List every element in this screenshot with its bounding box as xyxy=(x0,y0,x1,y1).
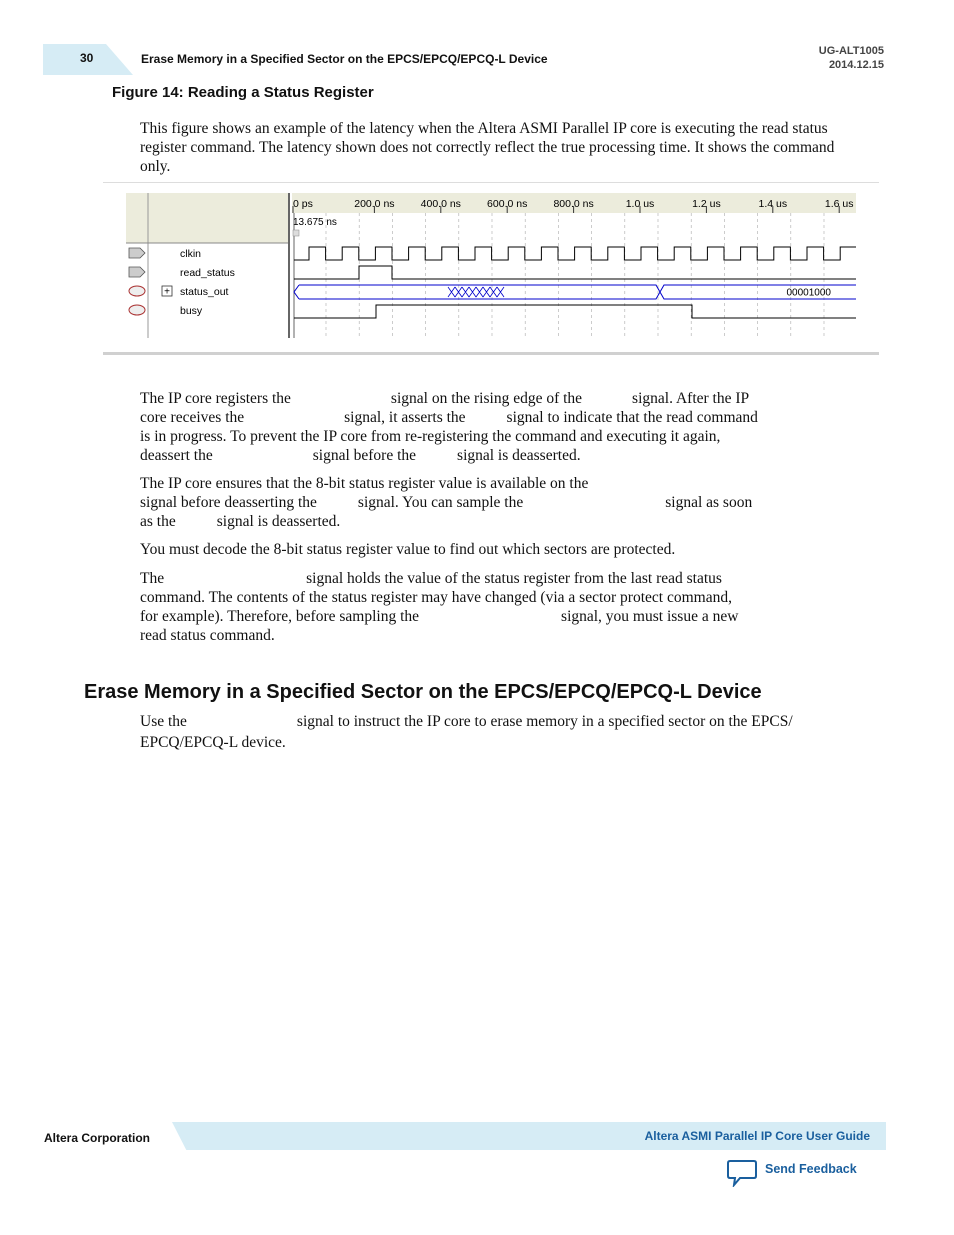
page-number: 30 xyxy=(80,51,94,65)
cursor-time: 13.675 ns xyxy=(293,217,337,228)
paragraph-status-register: The signal holds the value of the status register from the last read status command. The contents of the status register may have changed (via a sector protect command, for example). Therefore, before sampling the signal, you must issue a new read status command. xyxy=(140,570,739,644)
header-section-title: Erase Memory in a Specified Sector on the EPCS/EPCQ/EPCQ-L Device xyxy=(141,52,548,66)
status-out-waveform xyxy=(294,285,856,299)
waveform-figure xyxy=(126,193,856,338)
send-feedback-link[interactable]: Send Feedback xyxy=(765,1162,857,1176)
section-body: Use the signal to instruct the IP core to erase memory in a specified sector on the EPCS/ EPCQ/EPCQ-L device. xyxy=(140,713,793,751)
paragraph-decode: You must decode the 8-bit status register value to find out which sectors are protected. xyxy=(140,541,676,558)
footer-company: Altera Corporation xyxy=(44,1131,151,1145)
cursor-marker[interactable] xyxy=(293,230,299,236)
section-heading: Erase Memory in a Specified Sector on the EPCS/EPCQ/EPCQ-L Device xyxy=(84,681,762,703)
expand-icon: + xyxy=(164,286,170,298)
header-doc-info xyxy=(819,44,884,72)
time-tick-label: 1.4 us xyxy=(758,198,788,210)
time-tick-label: 200.0 ns xyxy=(354,198,395,210)
time-tick-label: 0 ps xyxy=(293,198,313,210)
paragraph-busy-signal: The IP core registers the signal on the rising edge of the signal. After the IP core receives the signal, it asserts the signal to indicate that the read command is in progress. To prevent the IP core from re-registering the command and executing it again, deassert the signal before the signal is deasserted. xyxy=(140,390,758,464)
doc-date: 2014.12.15 xyxy=(828,59,884,71)
time-tick-label: 1.2 us xyxy=(692,198,721,210)
signal-name-status-out: status_out xyxy=(180,286,229,298)
paragraph-status-value: The IP core ensures that the 8-bit status register value is available on the signal before deasserting the signal. You can sample the signal as soon as the signal is deasserted. xyxy=(140,475,753,530)
busy-waveform xyxy=(294,305,856,318)
output-pin-icon xyxy=(129,305,145,315)
time-tick-label: 600.0 ns xyxy=(487,198,528,210)
time-tick-label: 800.0 ns xyxy=(553,198,594,210)
clkin-waveform xyxy=(294,247,856,260)
time-tick-label: 1.0 us xyxy=(625,198,655,210)
feedback-icon[interactable] xyxy=(727,1159,757,1187)
doc-id: UG-ALT1005 xyxy=(818,45,884,57)
footer-guide-title[interactable]: Altera ASMI Parallel IP Core User Guide xyxy=(644,1129,870,1143)
figure-description: This figure shows an example of the latency when the Altera ASMI Parallel IP core is executing the read status register command. The latency shown does not correctly reflect the true processing time. It shows the command only. xyxy=(140,120,835,175)
figure-caption: Figure 14: Reading a Status Register xyxy=(112,84,374,101)
name-panel-header xyxy=(126,193,290,243)
signal-name-clkin: clkin xyxy=(180,248,202,260)
output-pin-icon xyxy=(129,286,145,296)
status-out-value: 00001000 xyxy=(786,287,831,299)
signal-name-read-status: read_status xyxy=(180,267,235,279)
time-tick-label: 1.6 us xyxy=(824,198,854,210)
time-tick-label: 400.0 ns xyxy=(420,198,461,210)
read-status-waveform xyxy=(294,266,856,279)
signal-name-busy: busy xyxy=(180,305,203,317)
